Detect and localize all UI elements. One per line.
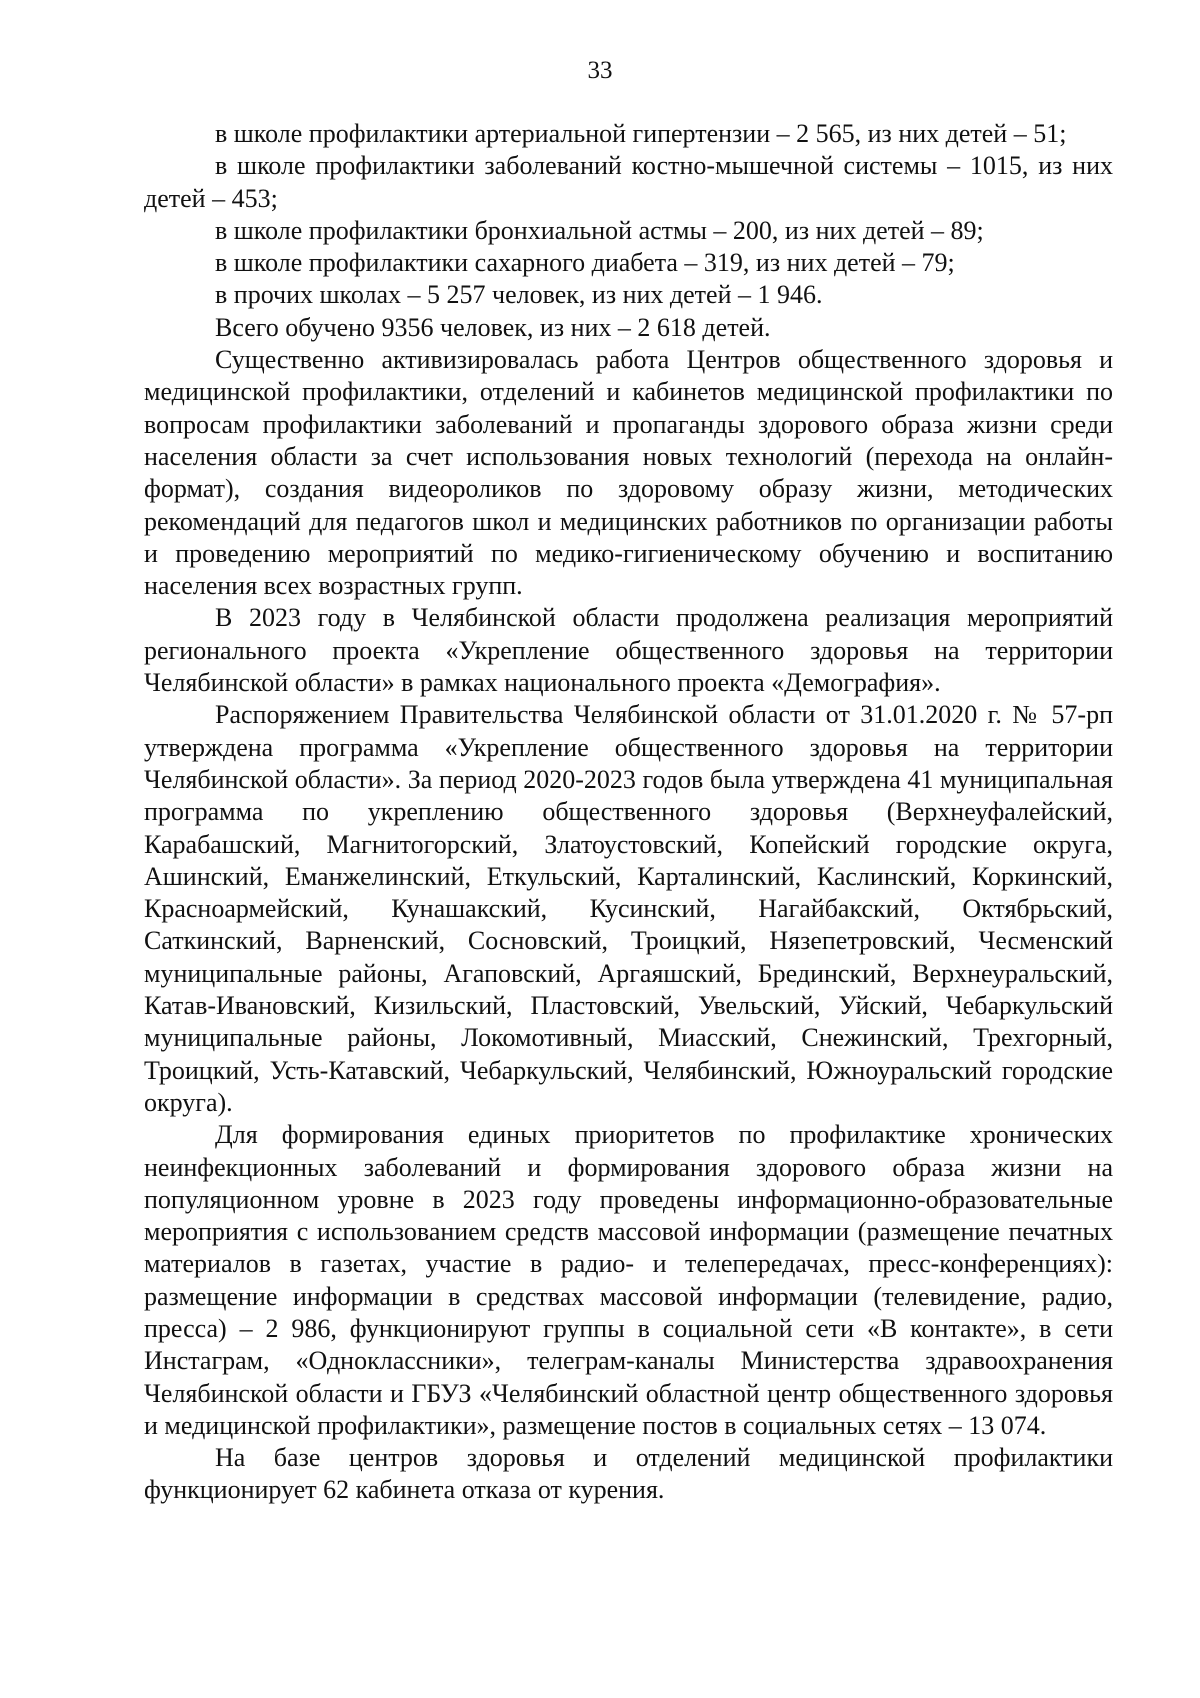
paragraph-diabetes-school: в школе профилактики сахарного диабета – 319, из них детей – 79;: [215, 248, 955, 278]
paragraph-other-schools: в прочих школах – 5 257 человек, из них детей – 1 946.: [215, 280, 823, 310]
paragraph-smoking-cessation: На базе центров здоровья и отделений медицинской профилактики функционирует 62 кабинета отказа от курения.: [144, 1443, 1113, 1505]
paragraph-regional-project: В 2023 году в Челябинской области продолжена реализация мероприятий регионального проекта «Укрепление общественного здоровья на территории Челябинской области» в рамках национального проекта «Демография».: [144, 603, 1113, 698]
page-number: 33: [587, 57, 613, 84]
paragraph-total-trained: Всего обучено 9356 человек, из них – 2 618 детей.: [215, 312, 771, 342]
paragraph-asthma-school: в школе профилактики бронхиальной астмы – 200, из них детей – 89;: [215, 215, 984, 245]
document-body: [144, 118, 1113, 1507]
paragraph-health-centers: Существенно активизировалась работа Центров общественного здоровья и медицинской профилактики, отделений и кабинетов медицинской профилактики по вопросам профилактики заболеваний и пропаганды здорового образа жизни среди населения области за счет использования новых технологий (перехода на онлайн-формат), создания видеороликов по здоровому образу жизни, методических рекомендаций для педагогов школ и медицинских работников по организации работы и проведению мероприятий по медико-гигиеническому обучению и воспитанию населения всех возрастных групп.: [144, 345, 1113, 601]
paragraph-musculoskeletal-school: в школе профилактики заболеваний костно-мышечной системы – 1015, из них детей – 453;: [144, 151, 1113, 213]
paragraph-information-campaign: Для формирования единых приоритетов по профилактике хронических неинфекционных заболеваний и формирования здорового образа жизни на популяционном уровне в 2023 году проведены информационно-образовательные мероприятия с использованием средств массовой информации (размещение печатных материалов в газетах, участие в радио- и телепередачах, пресс-конференциях): размещение информации в средствах массовой информации (телевидение, радио, пресса) – 2 986, функционируют группы в социальной сети «В контакте», в сети Инстаграм, «Одноклассники», телеграм-каналы Министерства здравоохранения Челябинской области и ГБУЗ «Челябинский областной центр общественного здоровья и медицинской профилактики», размещение постов в социальных сетях – 13 074.: [144, 1120, 1113, 1440]
paragraph-government-order: Распоряжением Правительства Челябинской области от 31.01.2020 г. № 57-рп утверждена программа «Укрепление общественного здоровья на территории Челябинской области». За период 2020-2023 годов была утверждена 41 муниципальная программа по укреплению общественного здоровья (Верхнеуфалейский, Карабашский, Магнитогорский, Златоустовский, Копейский городские округа, Ашинский, Еманжелинский, Еткульский, Карталинский, Каслинский, Коркинский, Красноармейский, Кунашакский, Кусинский, Нагайбакский, Октябрьский, Саткинский, Варненский, Сосновский, Троицкий, Нязепетровский, Чесменский муниципальные районы, Агаповский, Аргаяшский, Брединский, Верхнеуральский, Катав-Ивановский, Кизильский, Пластовский, Увельский, Уйский, Чебаркульский муниципальные районы, Локомотивный, Миасский, Снежинский, Трехгорный, Троицкий, Усть-Катавский, Чебаркульский, Челябинский, Южноуральский городские округа).: [144, 700, 1113, 1117]
paragraph-hypertension-school: в школе профилактики артериальной гипертензии – 2 565, из них детей – 51;: [215, 119, 1067, 148]
